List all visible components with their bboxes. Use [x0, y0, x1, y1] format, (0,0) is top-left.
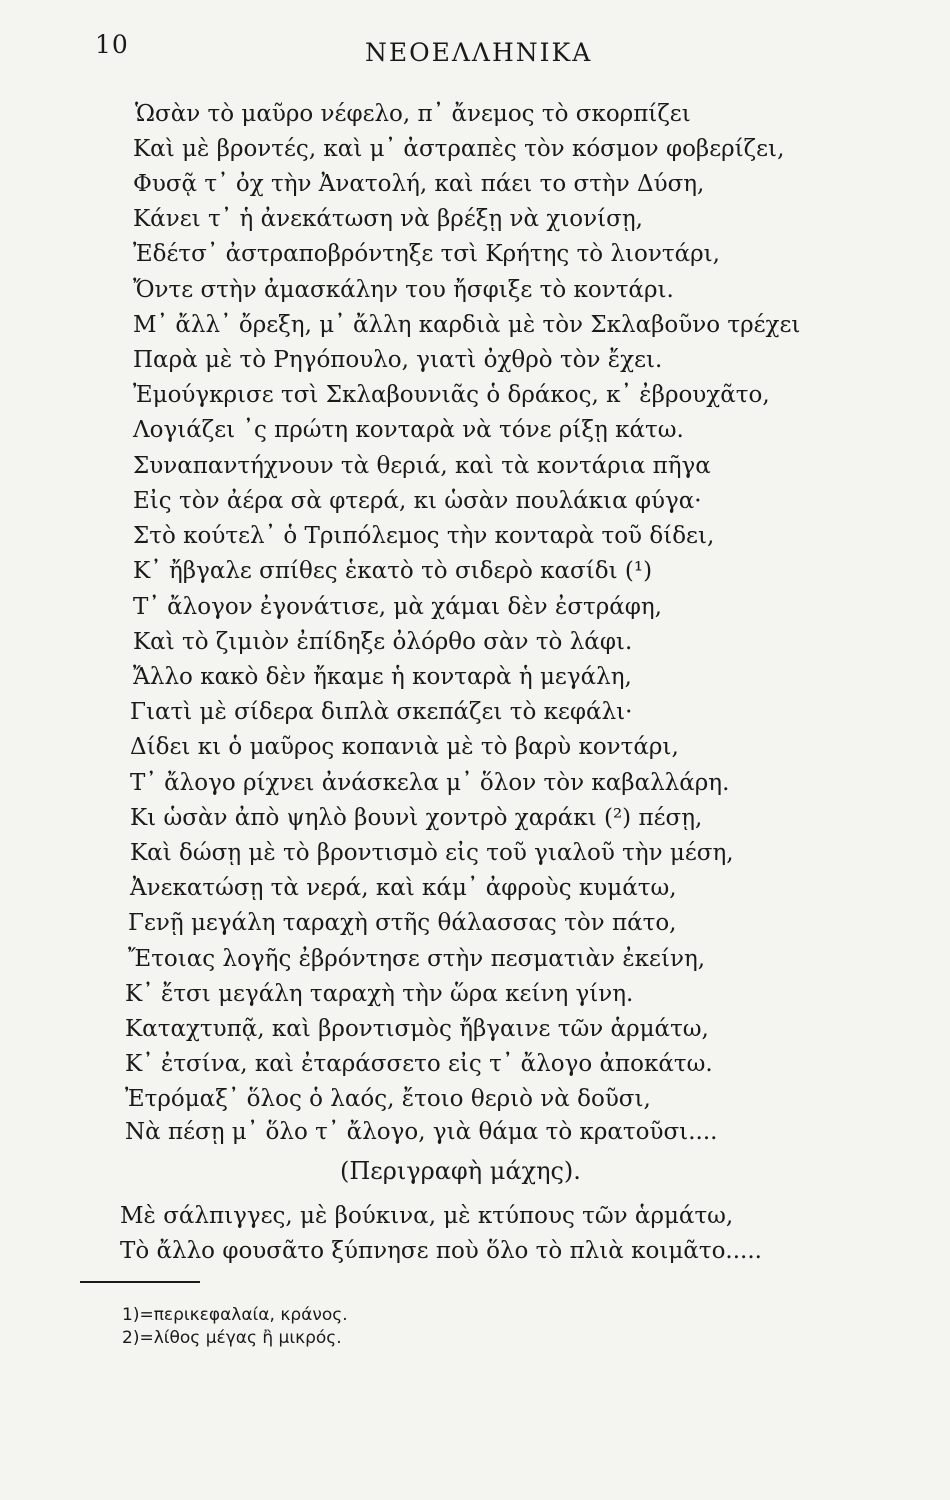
page-header: [0, 30, 950, 70]
verse-line: Νὰ πέσῃ μ᾽ ὅλο τ᾽ ἄλογο, γιὰ θάμα τὸ κρατοῦσι....: [125, 1119, 718, 1145]
footnote: 2)=λίθος μέγας ἢ μικρός.: [122, 1328, 342, 1348]
verse-line: Κι ὡσὰν ἀπὸ ψηλὸ βουνὶ χοντρὸ χαράκι (²) πέσῃ,: [130, 805, 703, 831]
verse-line: Ἄλλο κακὸ δὲν ἤκαμε ἡ κονταρὰ ἡ μεγάλη,: [133, 664, 632, 690]
verse-line: Κάνει τ᾽ ἡ ἀνεκάτωση νὰ βρέξῃ νὰ χιονίσῃ,: [133, 206, 643, 232]
verse-line: Εἰς τὸν ἀέρα σὰ φτερά, κι ὡσὰν πουλάκια φύγα·: [133, 488, 702, 514]
verse-line: Παρὰ μὲ τὸ Ρηγόπουλο, γιατὶ ὀχθρὸ τὸν ἔχει.: [133, 347, 663, 373]
verse-line: Καὶ μὲ βροντές, καὶ μ᾽ ἀστραπὲς τὸν κόσμον φοβερίζει,: [133, 136, 785, 162]
section-heading: (Περιγραφὴ μάχης).: [340, 1157, 581, 1185]
verse-line: Ἀνεκατώσῃ τὰ νερά, καὶ κάμ᾽ ἀφροὺς κυμάτω,: [130, 875, 677, 901]
verse-line: Κ᾽ ἤβγαλε σπίθες ἑκατὸ τὸ σιδερὸ κασίδι (¹): [133, 558, 653, 584]
verse-line: Μ᾽ ἄλλ᾽ ὄρεξη, μ᾽ ἄλλη καρδιὰ μὲ τὸν Σκλαβοῦνο τρέχει: [133, 312, 801, 338]
footnote-divider: [80, 1281, 200, 1283]
verse-line: Φυσᾷ τ᾽ ὀχ τὴν Ἀνατολή, καὶ πάει το στὴν Δύση,: [133, 171, 705, 197]
verse-line: Καταχτυπᾷ, καὶ βροντισμὸς ἤβγαινε τῶν ἁρμάτω,: [125, 1016, 709, 1042]
verse-line: Κ᾽ ἐτσίνα, καὶ ἐταράσσετο εἰς τ᾽ ἄλογο ἀποκάτω.: [125, 1051, 713, 1077]
verse-line: Ὡσὰν τὸ μαῦρο νέφελο, π᾽ ἄνεμος τὸ σκορπίζει: [135, 101, 691, 127]
footnote: 1)=περικεφαλαία, κράνος.: [122, 1305, 348, 1325]
verse-line: Κ᾽ ἔτσι μεγάλη ταραχὴ τὴν ὥρα κείνη γίνη.: [125, 981, 634, 1007]
verse-line: Ἐτρόμαξ᾽ ὅλος ὁ λαός, ἔτοιο θεριὸ νὰ δοῦσι,: [125, 1086, 651, 1112]
verse-line: Τὸ ἄλλο φουσᾶτο ξύπνησε ποὺ ὅλο τὸ πλιὰ κοιμᾶτο.....: [120, 1238, 762, 1264]
verse-line: Ἐμούγκρισε τσὶ Σκλαβουνιᾶς ὁ δράκος, κ᾽ ἐβρουχᾶτο,: [133, 382, 770, 408]
verse-line: Συναπαντήχνουν τὰ θεριά, καὶ τὰ κοντάρια πῆγα: [133, 453, 711, 479]
verse-line: Γιατὶ μὲ σίδερα διπλὰ σκεπάζει τὸ κεφάλι·: [130, 699, 633, 725]
verse-line: Καὶ δώσῃ μὲ τὸ βροντισμὸ εἰς τοῦ γιαλοῦ τὴν μέση,: [130, 840, 734, 866]
verse-line: Καὶ τὸ ζιμιὸν ἐπίδηξε ὀλόρθο σὰν τὸ λάφι.: [133, 629, 633, 655]
page-number: 10: [95, 30, 129, 59]
verse-line: Μὲ σάλπιγγες, μὲ βούκινα, μὲ κτύπους τῶν ἁρμάτω,: [120, 1203, 734, 1229]
running-title: ΝΕΟΕΛΛΗΝΙΚΑ: [365, 38, 593, 67]
verse-line: Στὸ κούτελ᾽ ὁ Τριπόλεμος τὴν κονταρὰ τοῦ δίδει,: [133, 523, 715, 549]
verse-line: Λογιάζει ᾽ς πρώτη κονταρὰ νὰ τόνε ρίξῃ κάτω.: [133, 417, 684, 443]
verse-line: Γενῇ μεγάλη ταραχὴ στῆς θάλασσας τὸν πάτο,: [128, 910, 677, 936]
verse-line: Ἐδέτσ᾽ ἀστραποβρόντηξε τσὶ Κρήτης τὸ λιοντάρι,: [133, 241, 720, 267]
verse-line: Ὄντε στὴν ἀμασκάλην του ἤσφιξε τὸ κοντάρι.: [133, 277, 674, 303]
verse-line: Τ᾽ ἄλογο ρίχνει ἀνάσκελα μ᾽ ὅλον τὸν καβαλλάρη.: [130, 770, 730, 796]
verse-line: Δίδει κι ὁ μαῦρος κοπανιὰ μὲ τὸ βαρὺ κοντάρι,: [130, 734, 679, 760]
verse-line: Ἔτοιας λογῆς ἐβρόντησε στὴν πεσματιὰν ἐκείνη,: [128, 946, 706, 972]
verse-line: Τ᾽ ἄλογον ἐγονάτισε, μὰ χάμαι δὲν ἐστράφη,: [133, 594, 662, 620]
